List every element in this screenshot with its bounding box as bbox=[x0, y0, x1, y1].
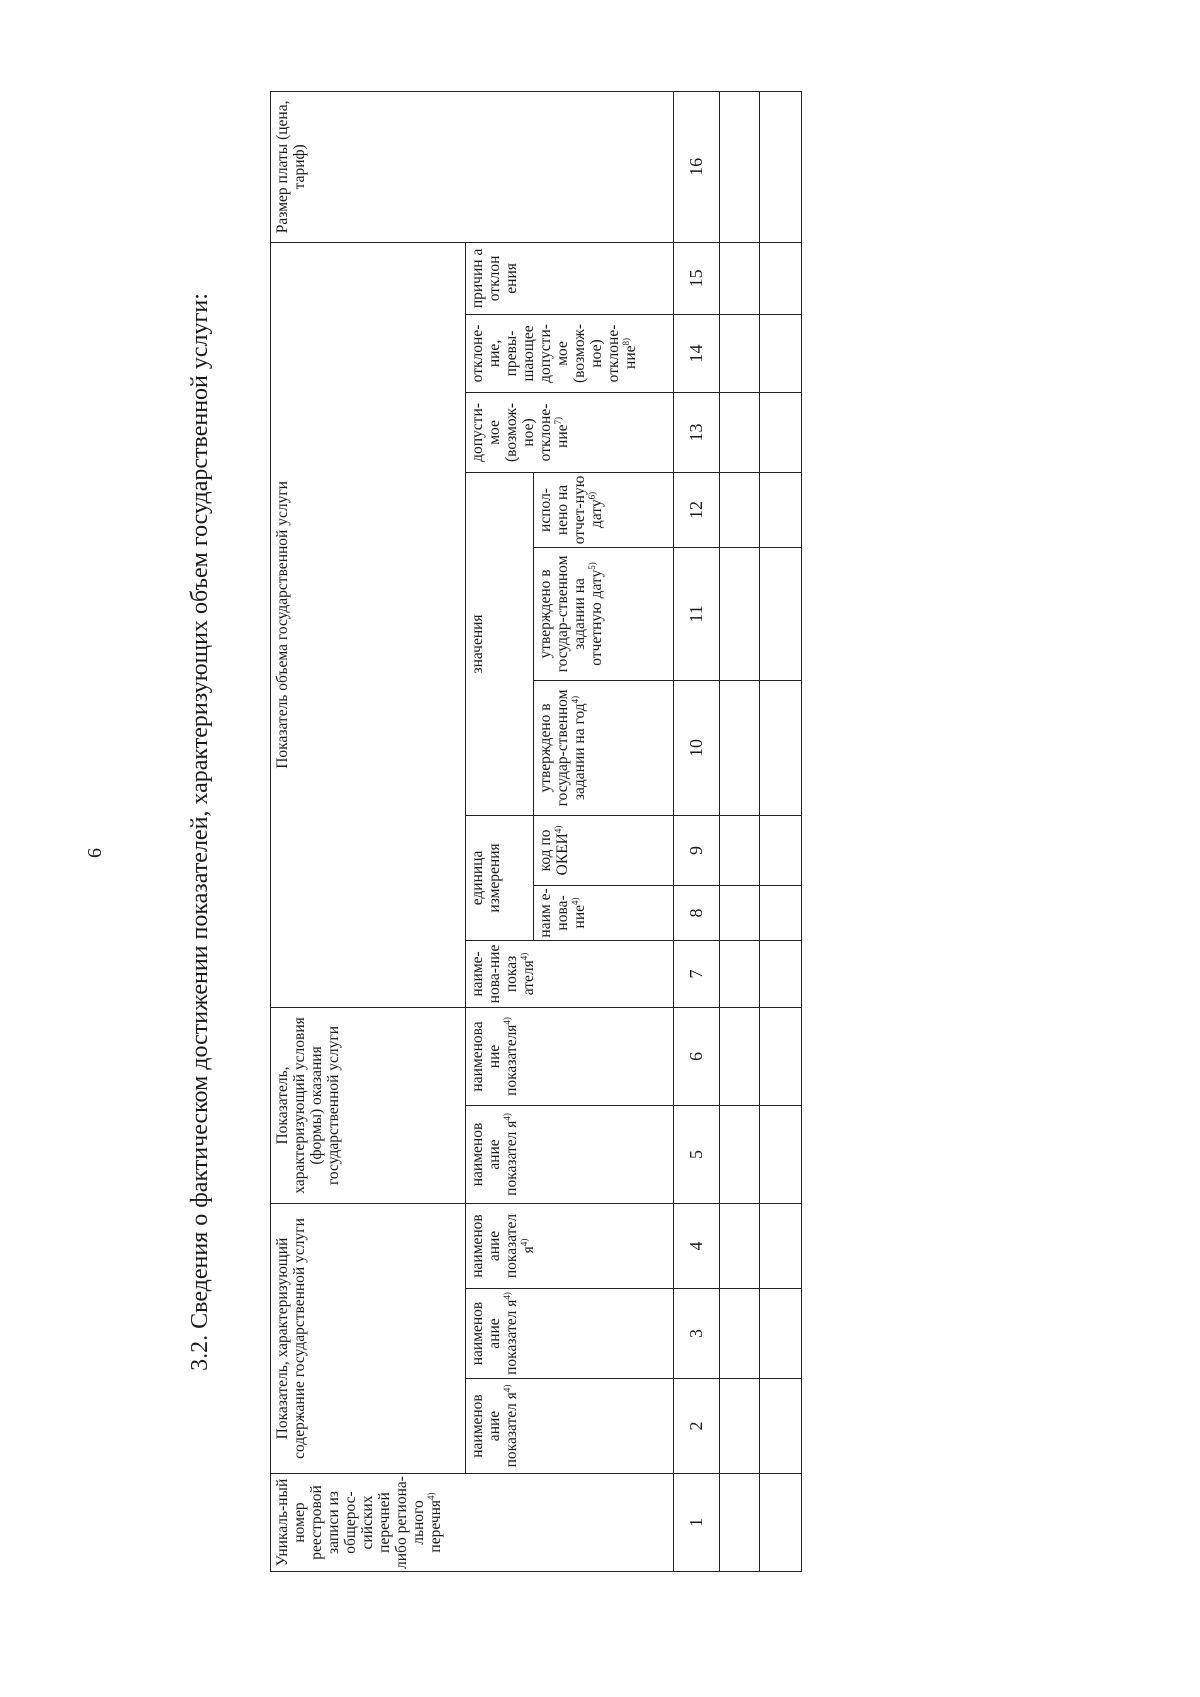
header-excess-deviation: отклоне-ние, превы-шающее допусти-мое (возмож-ное) отклоне-ние$^{8)}$ bbox=[466, 314, 674, 392]
empty-cell bbox=[720, 680, 760, 815]
column-number: 6 bbox=[674, 1007, 720, 1105]
column-number: 15 bbox=[674, 242, 720, 314]
empty-cell bbox=[760, 815, 802, 885]
column-number: 7 bbox=[674, 940, 720, 1007]
page-number: 6 bbox=[84, 848, 106, 858]
header-indicator-name-2: наименов ание показател $я^{4)}$ bbox=[466, 1379, 674, 1474]
empty-cell bbox=[760, 1474, 802, 1572]
empty-cell bbox=[760, 680, 802, 815]
header-approved-year: утверждено в государ-ственном задании на год$^{4)}$ bbox=[534, 680, 674, 815]
rotated-page-content bbox=[187, 92, 825, 1572]
empty-cell bbox=[720, 547, 760, 680]
empty-cell bbox=[720, 472, 760, 547]
column-number: 10 bbox=[674, 680, 720, 815]
empty-cell bbox=[760, 547, 802, 680]
empty-cell bbox=[720, 1474, 760, 1572]
empty-cell bbox=[760, 940, 802, 1007]
header-unit-of-measure: единица измерения bbox=[466, 815, 534, 940]
header-executed-reporting-date: испол-нено на отчет-ную дату$^{6)}$ bbox=[534, 472, 674, 547]
empty-cell bbox=[720, 392, 760, 472]
column-number: 8 bbox=[674, 885, 720, 940]
empty-cell bbox=[760, 242, 802, 314]
header-values: значения bbox=[466, 472, 534, 815]
empty-cell bbox=[720, 242, 760, 314]
section-title: 3.2. Сведения о фактическом достижении показателей, характеризующих объем государственной услуги: bbox=[187, 293, 213, 1371]
column-number: 2 bbox=[674, 1379, 720, 1474]
empty-cell bbox=[760, 91, 802, 242]
column-number: 3 bbox=[674, 1289, 720, 1379]
empty-cell bbox=[720, 1203, 760, 1288]
column-number: 9 bbox=[674, 815, 720, 885]
header-fee-amount: Размер платы (цена, тариф) bbox=[271, 91, 674, 242]
column-number: 14 bbox=[674, 314, 720, 392]
empty-cell bbox=[760, 1105, 802, 1203]
column-number: 16 bbox=[674, 91, 720, 242]
header-volume-indicator-group: Показатель объема государственной услуги bbox=[271, 242, 466, 1007]
column-number: 1 bbox=[674, 1474, 720, 1572]
column-number: 4 bbox=[674, 1203, 720, 1288]
header-deviation-reason: причин а отклон ения bbox=[466, 242, 674, 314]
empty-cell bbox=[720, 1289, 760, 1379]
header-approved-reporting-date: утверждено в государ-ственном задании на отчетную дату$^{5)}$ bbox=[534, 547, 674, 680]
header-content-indicator-group: Показатель, характеризующий содержание государственной услуги bbox=[271, 1203, 466, 1473]
empty-cell bbox=[720, 940, 760, 1007]
column-number: 12 bbox=[674, 472, 720, 547]
empty-cell bbox=[760, 1379, 802, 1474]
header-indicator-name-7: наиме-нова-ние показ ателя$^{4)}$ bbox=[466, 940, 674, 1007]
empty-cell bbox=[760, 392, 802, 472]
header-indicator-name-6: наименова ние показателя$^{4)}$ bbox=[466, 1007, 674, 1105]
header-registry-number: Уникаль-ный номер реестровой записи из общерос-сийских перечней либо региона-льного перечня$^{4)}$ bbox=[271, 1474, 674, 1572]
empty-cell bbox=[720, 1007, 760, 1105]
empty-cell bbox=[760, 1007, 802, 1105]
empty-cell bbox=[760, 885, 802, 940]
empty-cell bbox=[720, 885, 760, 940]
empty-cell bbox=[720, 314, 760, 392]
empty-cell bbox=[720, 91, 760, 242]
empty-cell bbox=[760, 1203, 802, 1288]
header-conditions-indicator-group: Показатель, характеризующий условия (формы) оказания государственной услуги bbox=[271, 1007, 466, 1203]
column-number: 13 bbox=[674, 392, 720, 472]
empty-cell bbox=[760, 314, 802, 392]
empty-cell bbox=[720, 1379, 760, 1474]
header-indicator-name-4: наименов ание показател $я^{4)}$ bbox=[466, 1203, 674, 1288]
header-okei-code: код по ОКЕИ$^{4)}$ bbox=[534, 815, 674, 885]
column-number: 11 bbox=[674, 547, 720, 680]
table-row bbox=[760, 91, 802, 1571]
header-indicator-name-5: наименов ание показател $я^{4)}$ bbox=[466, 1105, 674, 1203]
header-indicator-name-3: наименов ание показател $я^{4)}$ bbox=[466, 1289, 674, 1379]
volume-indicators-table bbox=[270, 91, 802, 1572]
empty-cell bbox=[760, 472, 802, 547]
empty-cell bbox=[760, 1289, 802, 1379]
table-row bbox=[720, 91, 760, 1571]
column-number: 5 bbox=[674, 1105, 720, 1203]
empty-cell bbox=[720, 815, 760, 885]
empty-cell bbox=[720, 1105, 760, 1203]
header-allowable-deviation: допусти-мое (возмож-ное) отклоне-ние$^{7)}$ bbox=[466, 392, 674, 472]
header-unit-name: наим е-нова-ние$^{4)}$ bbox=[534, 885, 674, 940]
